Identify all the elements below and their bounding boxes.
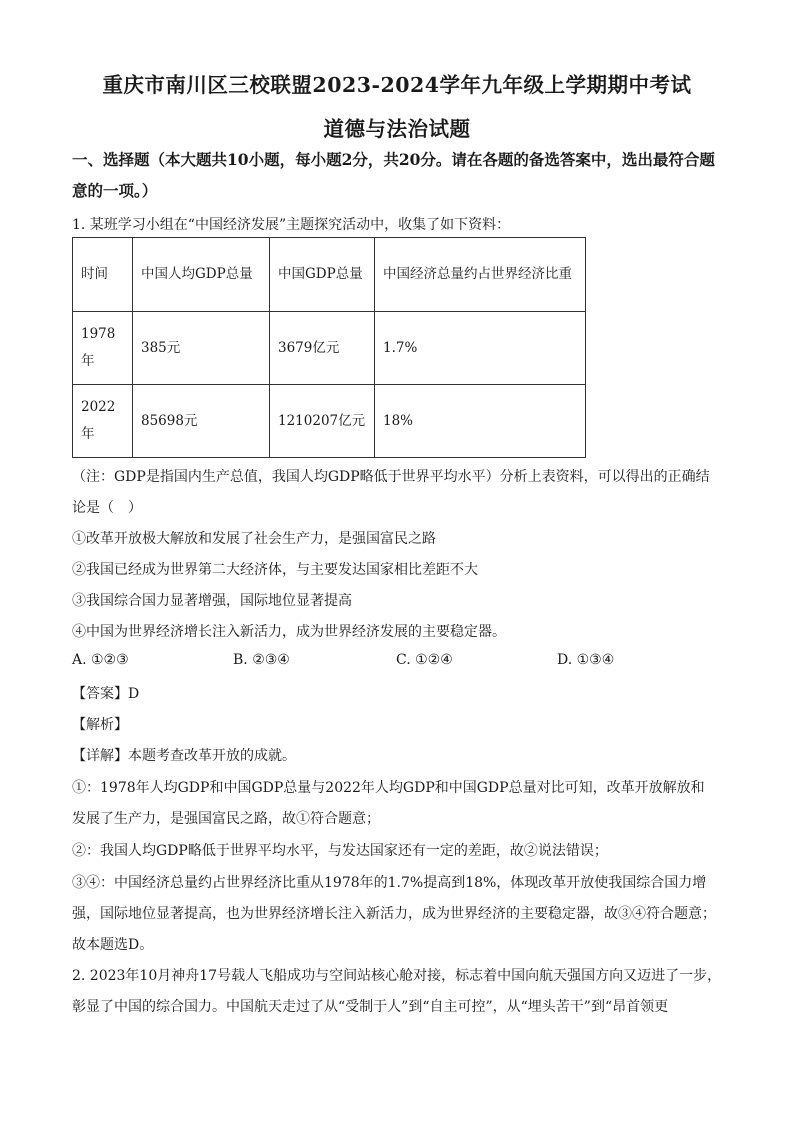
option-b: B. ②③④ xyxy=(233,652,290,668)
question-2-stem-cont: 彰显了中国的综合国力。中国航天走过了从“受制于人”到“自主可控”，从“埋头苦干”到“昂首领更 xyxy=(72,999,669,1015)
analysis-label: 【解析】 xyxy=(72,717,128,733)
table-cell: 385元 xyxy=(133,312,270,385)
question-1-stem: 1. 某班学习小组在“中国经济发展”主题探究活动中，收集了如下资料： xyxy=(72,217,511,233)
table-row xyxy=(73,385,586,458)
statement-2: ②我国已经成为世界第二大经济体，与主要发达国家相比差距不大 xyxy=(72,562,478,578)
option-c: C. ①②④ xyxy=(396,652,453,668)
option-a: A. ①②③ xyxy=(72,652,129,668)
exam-title: 重庆市南川区三校联盟2023-2024学年九年级上学期期中考试 xyxy=(102,73,692,97)
gdp-data-table xyxy=(72,237,586,458)
table-cell: 2022年 xyxy=(73,385,133,458)
table-cell: 1210207亿元 xyxy=(270,385,375,458)
explanation-3-cont: 强，国际地位显著提高，也为世界经济增长注入新活力，成为世界经济的主要稳定器，故③④符合题意； xyxy=(72,906,716,922)
table-header-cell: 中国人均GDP总量 xyxy=(133,238,270,312)
table-row xyxy=(73,312,586,385)
question-2-stem: 2. 2023年10月神舟17号载人飞船成功与空间站核心舱对接，标志着中国向航天强国方向又迈进了一步， xyxy=(72,968,722,984)
table-header-cell: 时间 xyxy=(73,238,133,312)
answer-label: 【答案】D xyxy=(72,686,140,702)
exam-subtitle: 道德与法治试题 xyxy=(323,117,471,141)
explanation-3: ③④：中国经济总量约占世界经济比重从1978年的1.7%提高到18%，体现改革开放使我国综合国力增 xyxy=(72,875,707,891)
table-cell: 1.7% xyxy=(375,312,586,385)
statement-1: ①改革开放极大解放和发展了社会生产力，是强国富民之路 xyxy=(72,531,436,547)
statement-3: ③我国综合国力显著增强，国际地位显著提高 xyxy=(72,593,352,609)
explanation-1-cont: 发展了生产力，是强国富民之路，故①符合题意； xyxy=(72,811,380,827)
statement-4: ④中国为世界经济增长注入新活力，成为世界经济发展的主要稳定器。 xyxy=(72,624,506,640)
section-heading: 一、选择题（本大题共10小题，每小题2分，共20分。请在各题的备选答案中，选出最符合题意的一项。） xyxy=(72,150,715,200)
detail-text: 【详解】本题考查改革开放的成就。 xyxy=(72,748,296,764)
conclusion-text: 故本题选D。 xyxy=(72,937,154,953)
table-header-cell: 中国经济总量约占世界经济比重 xyxy=(375,238,586,312)
explanation-2: ②：我国人均GDP略低于世界平均水平，与发达国家还有一定的差距，故②说法错误； xyxy=(72,843,608,859)
table-note-cont: 论是（ ） xyxy=(72,500,142,516)
table-header-row xyxy=(73,238,586,312)
table-note: （注：GDP是指国内生产总值，我国人均GDP略低于世界平均水平）分析上表资料，可以得出的正确结 xyxy=(72,469,710,485)
table-cell: 18% xyxy=(375,385,586,458)
table-cell: 85698元 xyxy=(133,385,270,458)
option-d: D. ①③④ xyxy=(557,652,615,668)
table-cell: 1978年 xyxy=(73,312,133,385)
explanation-1: ①：1978年人均GDP和中国GDP总量与2022年人均GDP和中国GDP总量对比可知，改革开放解放和 xyxy=(72,780,705,796)
table-cell: 3679亿元 xyxy=(270,312,375,385)
table-header-cell: 中国GDP总量 xyxy=(270,238,375,312)
